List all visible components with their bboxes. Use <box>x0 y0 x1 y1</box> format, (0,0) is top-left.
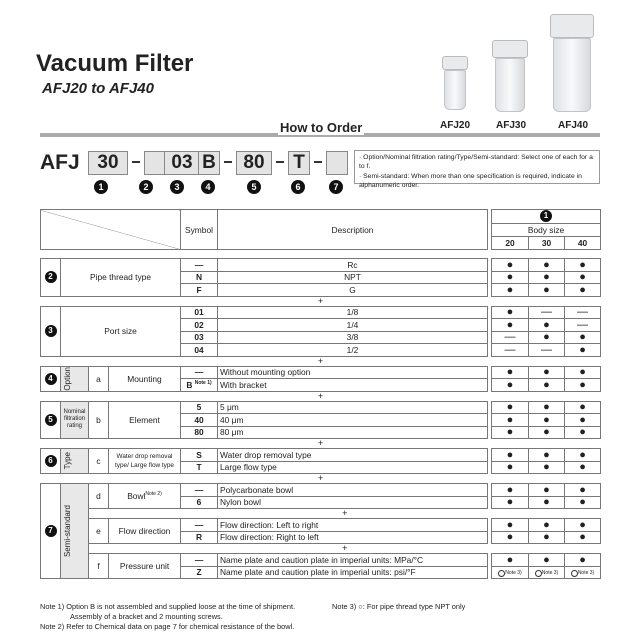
availability-mark: ● <box>529 319 565 332</box>
row-symbol: F <box>181 284 218 297</box>
availability-mark: — <box>565 306 601 319</box>
row-symbol: N <box>181 271 218 284</box>
size-20: 20 <box>492 236 529 249</box>
pressure-unit-label: Pressure unit <box>109 554 181 579</box>
plus-sign: + <box>317 438 324 448</box>
header-symbol: Symbol <box>181 210 218 250</box>
availability-mark: ● <box>565 284 601 297</box>
number-1-icon: 1 <box>540 210 552 222</box>
availability-mark: ● <box>492 284 529 297</box>
availability-mark: ● <box>565 331 601 344</box>
availability-mark: — <box>492 331 529 344</box>
code-number-7: 7 <box>329 180 343 194</box>
availability-mark: ● <box>565 401 601 414</box>
availability-mark: ● <box>492 401 529 414</box>
availability-mark: ● <box>565 344 601 357</box>
flow-direction-label: Flow direction <box>109 519 181 544</box>
header-number-cell <box>492 210 601 224</box>
code-number-4: 4 <box>201 180 215 194</box>
number-4-icon: 4 <box>45 373 57 385</box>
row-description: Flow direction: Right to left <box>218 531 488 544</box>
product-afj20-label: AFJ20 <box>440 120 471 131</box>
row-description: Rc <box>218 259 488 272</box>
availability-mark: ● <box>565 449 601 462</box>
row-symbol: — <box>181 366 218 379</box>
row-description: Name plate and caution plate in imperial units: MPa/°C <box>218 554 488 567</box>
availability-mark: ● <box>492 554 529 567</box>
availability-mark: — <box>565 319 601 332</box>
table-row <box>41 449 601 462</box>
product-afj30-label: AFJ30 <box>496 120 527 131</box>
availability-mark: ● <box>529 554 565 567</box>
plus-sign: + <box>342 508 348 518</box>
row-description: 80 μm <box>218 426 488 439</box>
row-symbol: 02 <box>181 319 218 332</box>
number-2-icon: 2 <box>45 271 57 283</box>
availability-mark: ● <box>492 319 529 332</box>
product-afj20-image <box>440 56 471 131</box>
row-description: 1/4 <box>218 319 488 332</box>
semi-standard-group-label: Semi-standard <box>63 504 72 558</box>
type-group-label: Type <box>63 452 72 470</box>
row-symbol: 6 <box>181 496 218 509</box>
row-description: Polycarbonate bowl <box>218 484 488 497</box>
pressure-letter: f <box>89 554 109 579</box>
availability-mark: — <box>529 344 565 357</box>
availability-mark: ● <box>492 461 529 474</box>
row-symbol: 5 <box>181 401 218 414</box>
plus-sign: + <box>317 390 324 401</box>
code-number-3: 3 <box>170 180 184 194</box>
availability-mark: ● <box>565 484 601 497</box>
note-ref: Note 1) <box>194 379 212 386</box>
code-dash <box>276 161 284 163</box>
availability-mark: ● <box>529 414 565 427</box>
element-letter: b <box>89 401 109 439</box>
code-dash <box>314 161 322 163</box>
code-number-5: 5 <box>247 180 261 194</box>
table-row <box>41 554 601 567</box>
number-3-icon: 3 <box>45 325 57 337</box>
note-ref: Note 2) <box>145 491 162 498</box>
table-row <box>41 306 601 319</box>
availability-mark: ● <box>492 259 529 272</box>
element-label: Element <box>109 401 181 439</box>
row-symbol: — <box>181 554 218 567</box>
type-letter: c <box>89 449 109 474</box>
availability-mark: ● <box>565 554 601 567</box>
row-description: Flow direction: Left to right <box>218 519 488 532</box>
plus-sign: + <box>317 295 324 306</box>
row-symbol: 80 <box>181 426 218 439</box>
row-symbol: 40 <box>181 414 218 427</box>
row-description: 1/2 <box>218 344 488 357</box>
availability-mark: ● <box>492 449 529 462</box>
code-note-1: · Option/Nominal filtration rating/Type/Semi-standard: Select one of each for a to f. <box>359 154 593 170</box>
table-header-row <box>41 210 601 224</box>
size-30: 30 <box>529 236 565 249</box>
availability-mark: ● <box>492 496 529 509</box>
availability-mark: ● <box>565 531 601 544</box>
code-dash <box>224 161 232 163</box>
code-number-2: 2 <box>139 180 153 194</box>
row-description: Large flow type <box>218 461 488 474</box>
type-label: Water drop removal type/ Large flow type <box>109 449 181 474</box>
product-afj30-image <box>490 40 530 131</box>
header-description: Description <box>218 210 488 250</box>
number-7-icon: 7 <box>45 525 57 537</box>
section-heading: How to Order <box>280 120 363 135</box>
header-diagonal-cell <box>41 210 181 250</box>
availability-mark: ● <box>529 449 565 462</box>
availability-mark: ● <box>492 414 529 427</box>
availability-mark: ● <box>529 461 565 474</box>
footnote-1: Note 1) Option B is not assembled and supplied loose at the time of shipment. <box>40 602 296 611</box>
plus-sign: + <box>317 355 324 366</box>
row-symbol: S <box>181 449 218 462</box>
row-description: Water drop removal type <box>218 449 488 462</box>
row-description: 3/8 <box>218 331 488 344</box>
nominal-filtration-group-label: Nominal filtration rating <box>61 401 89 439</box>
row-symbol: Z <box>181 566 218 579</box>
code-dash <box>132 161 140 163</box>
footnote-1-continued: Assembly of a bracket and 2 mounting screws. <box>70 612 223 621</box>
availability-mark: ● <box>529 484 565 497</box>
availability-mark: ● <box>529 401 565 414</box>
code-box-port: 03 <box>164 151 200 175</box>
availability-mark: ● <box>492 379 529 392</box>
availability-mark: ● <box>492 306 529 319</box>
row-description: 5 μm <box>218 401 488 414</box>
availability-mark: ● <box>565 426 601 439</box>
code-number-1: 1 <box>94 180 108 194</box>
table-row <box>41 519 601 532</box>
availability-mark: ● <box>529 366 565 379</box>
page-title: Vacuum Filter <box>36 50 194 77</box>
row-description: G <box>218 284 488 297</box>
table-row <box>41 366 601 379</box>
code-box-semi <box>326 151 348 175</box>
table-row <box>41 259 601 272</box>
availability-mark: — <box>529 306 565 319</box>
code-box-element: 80 <box>236 151 272 175</box>
row-symbol: — <box>181 519 218 532</box>
availability-mark: ● <box>529 496 565 509</box>
header-body-size: Body size <box>492 223 601 236</box>
product-afj40-image <box>548 14 596 131</box>
availability-mark: ● <box>529 379 565 392</box>
availability-mark: ● <box>492 519 529 532</box>
code-box-option: B <box>198 151 220 175</box>
pipe-thread-label: Pipe thread type <box>61 259 181 297</box>
note-ref: Note 3) <box>541 570 559 577</box>
ordering-table <box>40 209 601 579</box>
row-symbol: — <box>181 259 218 272</box>
plus-sign: + <box>342 543 348 553</box>
availability-mark: ● <box>565 496 601 509</box>
flow-letter: e <box>89 519 109 544</box>
availability-mark: ● <box>565 259 601 272</box>
row-symbol: B <box>186 379 193 390</box>
availability-mark: ● <box>492 271 529 284</box>
circle-icon <box>571 570 578 577</box>
footnote-2: Note 2) Refer to Chemical data on page 7 for chemical resistance of the bowl. <box>40 622 295 631</box>
code-box-thread <box>144 151 166 175</box>
availability-mark: ● <box>529 519 565 532</box>
table-row <box>41 484 601 497</box>
availability-mark: ● <box>529 271 565 284</box>
bowl-letter: d <box>89 484 109 509</box>
availability-mark: ● <box>565 366 601 379</box>
code-box-type: T <box>288 151 310 175</box>
bowl-label: Bowl <box>127 491 146 501</box>
availability-mark: ● <box>565 519 601 532</box>
note-ref: Note 3) <box>505 570 522 577</box>
row-symbol: — <box>181 484 218 497</box>
number-5-icon: 5 <box>45 414 57 426</box>
number-6-icon: 6 <box>45 455 57 467</box>
port-size-label: Port size <box>61 306 181 356</box>
availability-mark: ● <box>492 366 529 379</box>
table-row <box>41 401 601 414</box>
availability-mark: ● <box>492 426 529 439</box>
row-symbol: 01 <box>181 306 218 319</box>
row-description: NPT <box>218 271 488 284</box>
row-description: Without mounting option <box>218 366 488 379</box>
code-note-2: · Semi-standard: When more than one specification is required, indicate in alphanumeric order. <box>359 173 582 189</box>
option-letter: a <box>89 366 109 391</box>
page-subtitle: AFJ20 to AFJ40 <box>42 80 154 97</box>
availability-mark: ● <box>492 484 529 497</box>
product-afj40-label: AFJ40 <box>558 120 589 131</box>
availability-mark: ● <box>565 379 601 392</box>
row-symbol: 03 <box>181 331 218 344</box>
row-description: Name plate and caution plate in imperial units: psi/°F <box>218 566 488 579</box>
availability-mark: ● <box>529 331 565 344</box>
availability-mark: ● <box>529 426 565 439</box>
availability-mark: ● <box>529 284 565 297</box>
size-40: 40 <box>565 236 601 249</box>
code-number-6: 6 <box>291 180 305 194</box>
row-description: 1/8 <box>218 306 488 319</box>
mounting-label: Mounting <box>109 366 181 391</box>
option-group-label: Option <box>63 366 72 391</box>
availability-mark: ● <box>492 531 529 544</box>
code-box-body-size: 30 <box>88 151 128 175</box>
availability-mark: ● <box>565 414 601 427</box>
row-symbol: R <box>181 531 218 544</box>
row-description: Nylon bowl <box>218 496 488 509</box>
availability-mark: — <box>492 344 529 357</box>
availability-mark: ● <box>529 259 565 272</box>
circle-icon <box>535 570 542 577</box>
note-ref: Note 3) <box>577 570 595 577</box>
row-symbol: T <box>181 461 218 474</box>
row-description: With bracket <box>218 379 488 392</box>
availability-mark: ● <box>565 461 601 474</box>
availability-mark: ● <box>529 531 565 544</box>
code-prefix: AFJ <box>40 151 80 174</box>
row-symbol: 04 <box>181 344 218 357</box>
plus-sign: + <box>317 473 324 483</box>
code-note-box <box>354 150 600 189</box>
row-description: 40 μm <box>218 414 488 427</box>
availability-mark: ● <box>565 271 601 284</box>
footnote-3: Note 3) ○: For pipe thread type NPT only <box>332 602 466 611</box>
